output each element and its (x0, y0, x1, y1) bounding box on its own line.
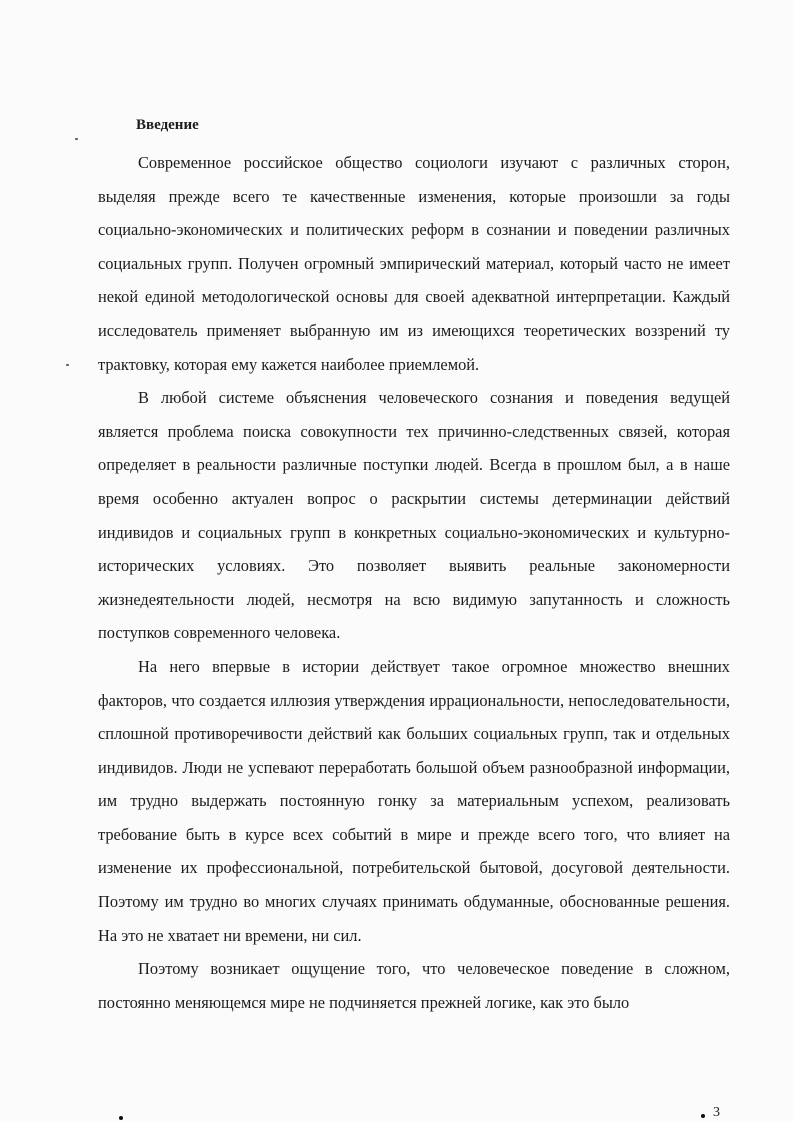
paragraph-2: В любой системе объяснения человеческого сознания и поведения ведущей является проблема поиска совокупности тех причинно-следственных связей, которая определяет в реальности различные поступки людей. Всегда в прошлом был, а в наше время особенно актуален вопрос о раскрытии системы детерминации действий индивидов и социальных групп в конкретных социально-экономических и культурно-исторических условиях. Это позволяет выявить реальные закономерности жизнедеятельности людей, несмотря на всю видимую запутанность и сложность поступков современного человека. (98, 388, 730, 643)
scan-speck (75, 138, 78, 140)
scan-dot (119, 1116, 123, 1120)
paragraph-4: Поэтому возникает ощущение того, что человеческое поведение в сложном, постоянно меняющемся мире не подчиняется прежней логике, как это было (98, 959, 730, 1012)
paragraph-3: На него впервые в истории действует такое огромное множество внешних факторов, что создается иллюзия утверждения иррациональности, непоследовательности, сплошной противоречивости действий как больших социальных групп, так и отдельных индивидов. Люди не успевают переработать большой объем разнообразной информации, им трудно выдержать постоянную гонку за материальным успехом, реализовать требование быть в курсе всех событий в мире и прежде всего того, что влияет на изменение их профессиональной, потребительской бытовой, досуговой деятельности. Поэтому им трудно во многих случаях принимать обдуманные, обоснованные решения. На это не хватает ни времени, ни сил. (98, 656, 730, 945)
scan-speck (66, 364, 69, 366)
body-text (98, 146, 730, 1019)
paragraph-1: Современное российское общество социологи изучают с различных сторон, выделяя прежде всего те качественные изменения, которые произошли за годы социально-экономических и политических реформ в сознании и поведении различных социальных групп. Получен огромный эмпирический материал, который часто не имеет некой единой методологической основы для своей адекватной интерпретации. Каждый исследователь применяет выбранную им из имеющихся теоретических воззрений ту трактовку, которая ему кажется наиболее приемлемой. (98, 153, 730, 374)
page-number: 3 (713, 1105, 720, 1120)
section-heading: Введение (136, 117, 199, 133)
scan-dot (701, 1114, 705, 1118)
